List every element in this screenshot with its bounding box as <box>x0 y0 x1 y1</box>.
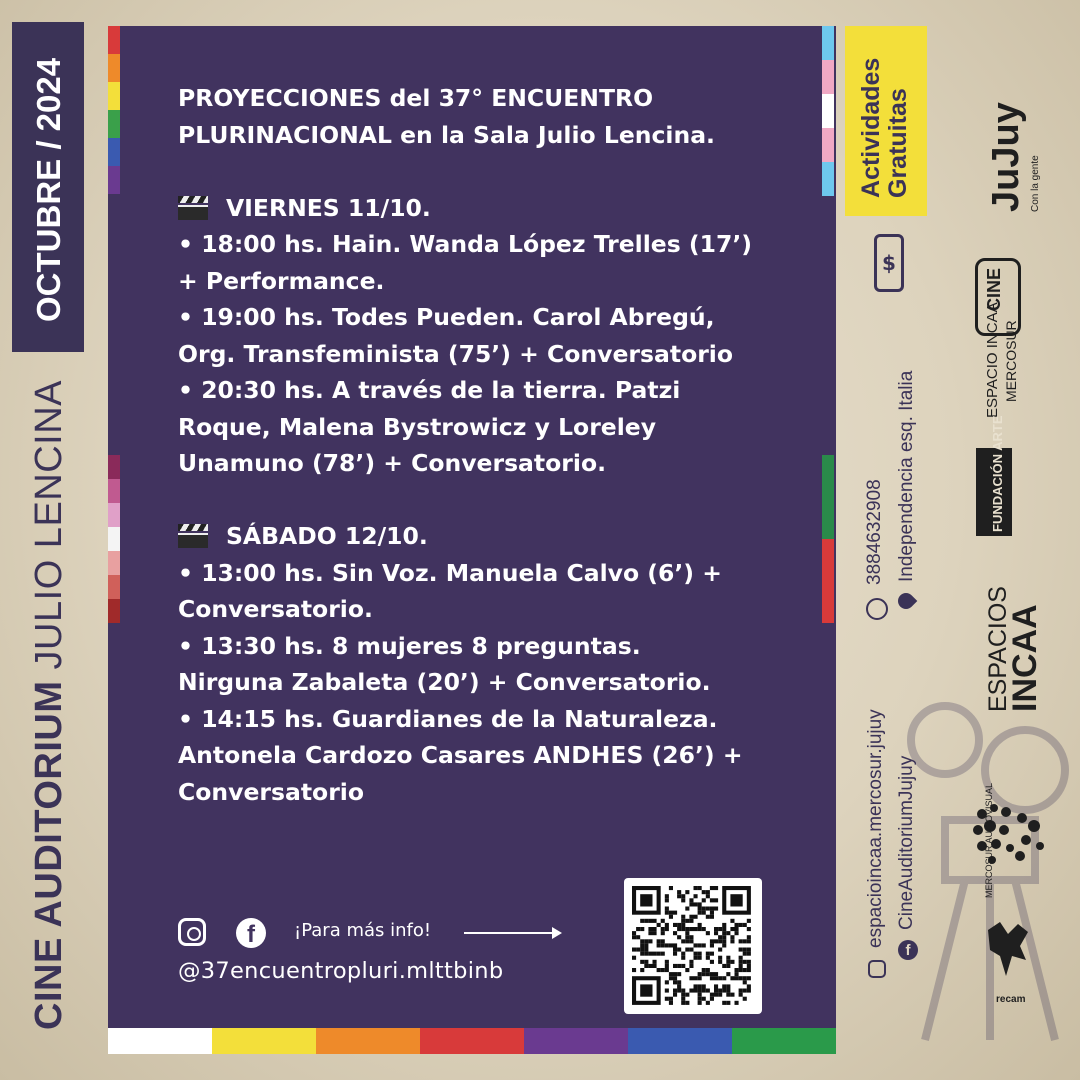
instagram-icon[interactable] <box>178 918 206 946</box>
recam-logo <box>986 920 1030 980</box>
flag-stripe <box>108 82 120 110</box>
location-pin-icon <box>895 590 918 613</box>
day-title <box>178 190 818 227</box>
color-bar-segment <box>316 1028 420 1054</box>
flag-stripe <box>108 54 120 82</box>
flag-stripe <box>822 94 834 128</box>
program-heading: PROYECCIONES del 37° ENCUENTRO <box>178 84 654 112</box>
day-title-text: SÁBADO 12/10. <box>226 522 428 550</box>
schedule-line: Unamuno (78’) + Conversatorio. <box>178 449 607 477</box>
program-heading: PLURINACIONAL en la Sala Julio Lencina. <box>178 120 715 149</box>
schedule-line: • 13:30 hs. 8 mujeres 8 preguntas. <box>178 631 641 660</box>
clapperboard-icon <box>178 524 208 546</box>
jujuy-logo: JuJuy <box>985 102 1027 212</box>
venue-title <box>28 380 71 1030</box>
venue-title-bold: CINE AUDITORIUM <box>28 680 70 1030</box>
color-bar-segment <box>524 1028 628 1054</box>
flag-stripe <box>108 575 120 599</box>
venue-title-light: JULIO LENCINA <box>28 379 70 681</box>
facebook-icon[interactable]: f <box>898 940 918 960</box>
color-bar-segment <box>420 1028 524 1054</box>
schedule-line: Nirguna Zabaleta (20’) + Conversatorio. <box>178 668 711 696</box>
phone-number[interactable]: 3884632908 <box>864 479 885 585</box>
espacio-incaa-logo-text: ESPACIO INCAA <box>984 302 1001 418</box>
day-title-text: VIERNES 11/10. <box>226 193 431 222</box>
espacios-incaa-logo-text: ESPACIOS <box>984 586 1012 712</box>
schedule-line: Antonela Cardozo Casares ANDHES (26’) + <box>178 741 743 769</box>
flag-stripe <box>822 128 834 162</box>
flag-stripe <box>822 539 834 623</box>
flag-stripe <box>108 138 120 166</box>
flag-stripe <box>108 599 120 623</box>
qr-code[interactable] <box>624 878 762 1014</box>
schedule-line: Conversatorio <box>178 777 364 806</box>
schedule-line: • 20:30 hs. A través de la tierra. Patzi <box>178 376 681 404</box>
flag-stripe <box>108 479 120 503</box>
mercosur-audiovisual-logo <box>970 800 1050 870</box>
flag-stripe <box>822 162 834 196</box>
facebook-account[interactable]: CineAuditoriumJujuy <box>896 755 917 930</box>
recam-logo-text: recam <box>996 994 1026 1005</box>
color-bar-segment <box>628 1028 732 1054</box>
whatsapp-icon <box>866 598 888 620</box>
flag-stripe <box>108 166 120 194</box>
free-activities-line: Actividades <box>857 57 885 198</box>
instagram-icon[interactable] <box>868 960 886 978</box>
arrow-right-icon <box>464 932 560 934</box>
ticket-icon: $ <box>874 234 904 292</box>
espacio-incaa-logo-text: MERCOSUR <box>1003 320 1019 402</box>
free-activities-line: Gratuitas <box>884 88 912 198</box>
flag-stripe <box>108 110 120 138</box>
flag-stripe <box>108 26 120 54</box>
schedule-line: + Performance. <box>178 266 385 295</box>
schedule-line: • 14:15 hs. Guardianes de la Naturaleza. <box>178 704 718 733</box>
flag-stripe <box>108 551 120 575</box>
flag-stripe <box>822 455 834 539</box>
address: Independencia esq. Italia <box>896 370 917 582</box>
schedule-line: Roque, Malena Bystrowicz y Loreley <box>178 412 657 441</box>
fundacion-arte-logo-text: FUNDACIÓN ARTE <box>990 415 1005 532</box>
flag-stripe <box>108 455 120 479</box>
day-title <box>178 518 818 555</box>
more-info-label: ¡Para más info! <box>294 920 432 941</box>
flag-stripe <box>822 26 834 60</box>
clapperboard-icon <box>178 196 208 218</box>
espacios-incaa-logo-text: INCAA <box>1006 604 1044 712</box>
instagram-account[interactable]: espacioincaa.mercosur.jujuy <box>865 709 886 948</box>
jujuy-logo-tagline: Con la gente <box>1030 155 1041 212</box>
schedule-line: • 18:00 hs. Hain. Wanda López Trelles (17’) <box>178 230 753 258</box>
schedule-line: • 13:00 hs. Sin Voz. Manuela Calvo (6’) + <box>178 558 722 587</box>
social-footer <box>178 914 598 994</box>
flag-stripe <box>822 60 834 94</box>
flag-stripe <box>108 527 120 551</box>
free-activities-label <box>858 58 912 198</box>
facebook-icon[interactable]: f <box>236 918 266 948</box>
flag-stripe <box>108 503 120 527</box>
mercosur-audiovisual-logo-text: MERCOSUR AUDIOVISUAL <box>984 782 994 898</box>
qr-code-pattern <box>632 886 754 1006</box>
program-text <box>178 80 818 810</box>
date-label: OCTUBRE / 2024 <box>30 57 67 322</box>
cine-logo-text: CINE <box>984 267 1004 311</box>
color-bar-segment <box>732 1028 836 1054</box>
schedule-line: Conversatorio. <box>178 595 373 623</box>
color-bar-segment <box>212 1028 316 1054</box>
schedule-line: • 19:00 hs. Todes Pueden. Carol Abregú, <box>178 303 715 331</box>
social-handle[interactable]: @37encuentropluri.mlttbinb <box>178 958 504 984</box>
color-bar-segment <box>108 1028 212 1054</box>
schedule-line: Org. Transfeminista (75’) + Conversatorio <box>178 339 734 368</box>
